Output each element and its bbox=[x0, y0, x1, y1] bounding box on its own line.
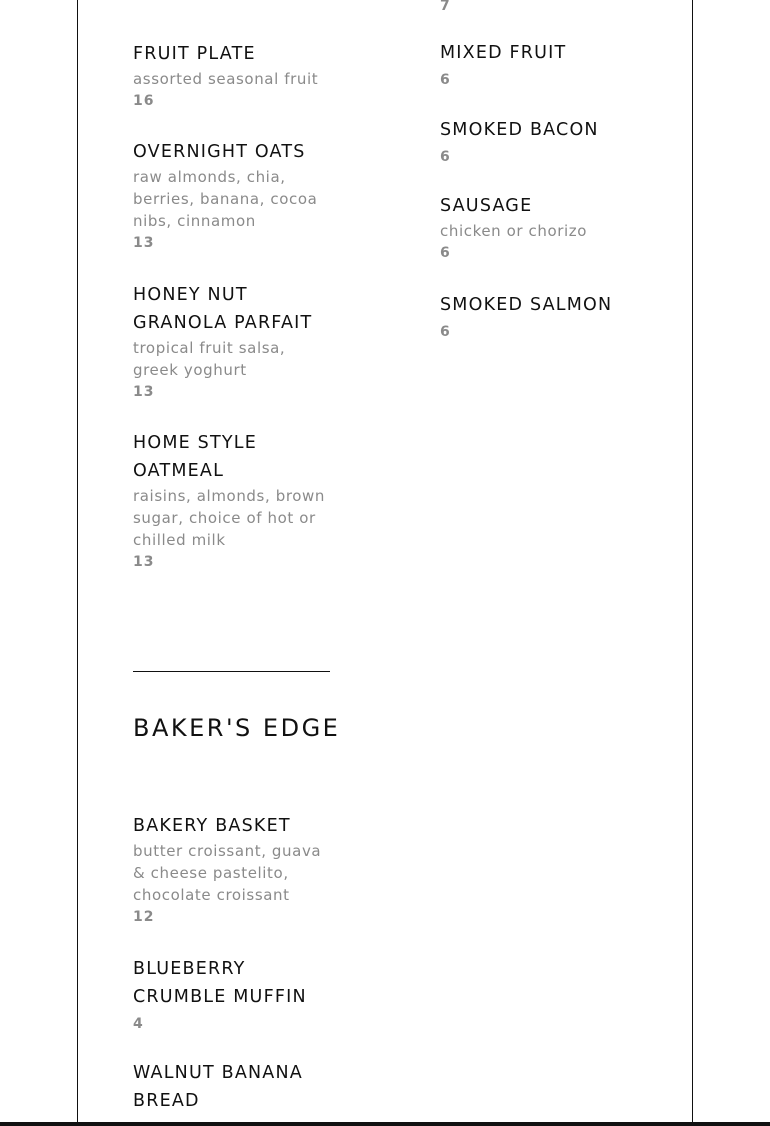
right-border bbox=[692, 0, 693, 1122]
item-name: HONEY NUT GRANOLA PARFAIT bbox=[133, 285, 313, 333]
menu-item bbox=[133, 429, 333, 573]
item-name: SAUSAGE bbox=[440, 196, 533, 216]
menu-item bbox=[133, 955, 333, 1035]
menu-item bbox=[133, 281, 333, 403]
item-price: 13 bbox=[133, 384, 155, 400]
menu-item bbox=[133, 40, 333, 112]
section-title: BAKER'S EDGE bbox=[133, 714, 341, 742]
menu-item bbox=[440, 291, 670, 343]
item-description: chicken or chorizo bbox=[440, 222, 588, 240]
menu-item bbox=[440, 39, 670, 91]
item-price: 7 bbox=[440, 0, 451, 14]
item-price: 6 bbox=[440, 72, 451, 88]
item-description: raw almonds, chia, berries, banana, cocoa nibs, cinnamon bbox=[133, 168, 318, 230]
menu-item bbox=[133, 138, 333, 254]
item-name: BLUEBERRY CRUMBLE MUFFIN bbox=[133, 959, 307, 1007]
item-description: tropical fruit salsa, greek yoghurt bbox=[133, 339, 286, 379]
menu-item bbox=[133, 812, 333, 928]
item-price: 16 bbox=[133, 93, 155, 109]
item-name: OVERNIGHT OATS bbox=[133, 142, 306, 162]
item-price: 13 bbox=[133, 235, 155, 251]
bottom-border bbox=[0, 1122, 770, 1126]
menu-item bbox=[133, 1059, 333, 1115]
menu-item-partial bbox=[440, 0, 640, 17]
item-name: FRUIT PLATE bbox=[133, 44, 256, 64]
left-border bbox=[77, 0, 78, 1122]
item-price: 6 bbox=[440, 245, 451, 261]
item-name: SMOKED BACON bbox=[440, 120, 599, 140]
item-name: MIXED FRUIT bbox=[440, 43, 567, 63]
item-price: 4 bbox=[133, 1016, 144, 1032]
item-name: WALNUT BANANA BREAD bbox=[133, 1063, 303, 1111]
item-description: assorted seasonal fruit bbox=[133, 70, 319, 88]
item-price: 6 bbox=[440, 149, 451, 165]
menu-item bbox=[440, 116, 670, 168]
item-name: HOME STYLE OATMEAL bbox=[133, 433, 257, 481]
item-name: BAKERY BASKET bbox=[133, 816, 291, 836]
item-price: 6 bbox=[440, 324, 451, 340]
item-name: SMOKED SALMON bbox=[440, 295, 613, 315]
item-description: raisins, almonds, brown sugar, choice of hot or chilled milk bbox=[133, 487, 326, 549]
item-price: 12 bbox=[133, 909, 155, 925]
item-price: 13 bbox=[133, 554, 155, 570]
section-divider bbox=[133, 671, 330, 672]
item-description: butter croissant, guava & cheese pastelito, chocolate croissant bbox=[133, 842, 322, 904]
menu-item bbox=[440, 192, 670, 264]
